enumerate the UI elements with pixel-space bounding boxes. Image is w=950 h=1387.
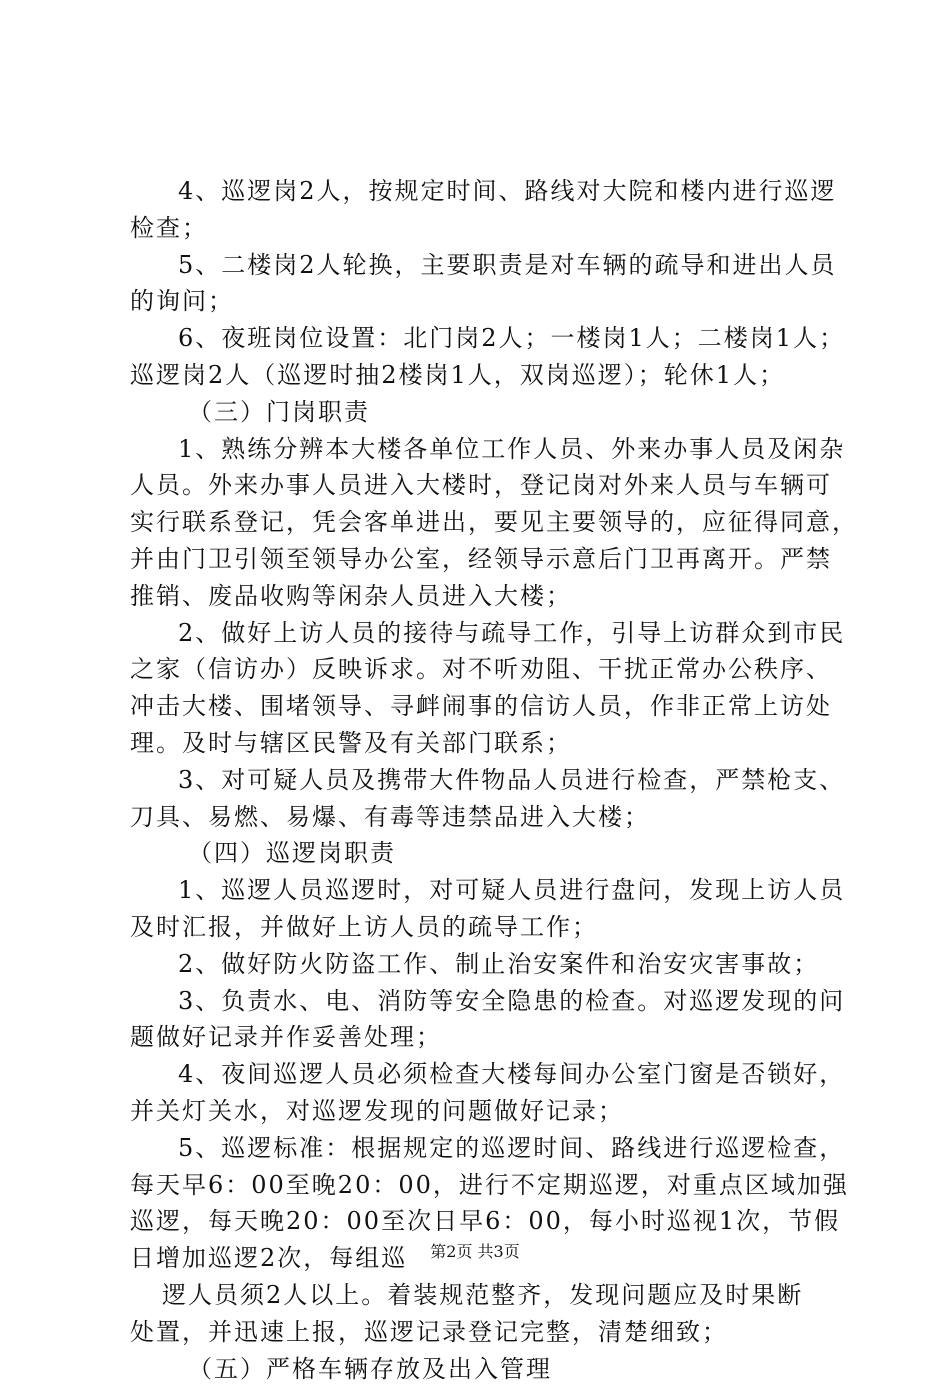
paragraph-line: 每天早6：00至晚20：00，进行不定期巡逻，对重点区域加强: [130, 1167, 850, 1204]
paragraph-line: 5、二楼岗2人轮换，主要职责是对车辆的疏导和进出人员: [130, 247, 850, 284]
paragraph-line: 巡逻，每天晚20：00至次日早6：00，每小时巡视1次，节假: [130, 1203, 850, 1240]
paragraph-line: （四）巡逻岗职责: [130, 835, 850, 872]
paragraph-line: 处置，并迅速上报，巡逻记录登记完整，清楚细致；: [130, 1314, 850, 1351]
paragraph-line: （三）门岗职责: [130, 394, 850, 431]
paragraph-line: 推销、废品收购等闲杂人员进入大楼；: [130, 578, 850, 615]
paragraph-line: 5、巡逻标准：根据规定的巡逻时间、路线进行巡逻检查，: [130, 1130, 850, 1167]
paragraph-line: 6、夜班岗位设置：北门岗2人；一楼岗1人；二楼岗1人；: [130, 320, 850, 357]
paragraph-line: 4、夜间巡逻人员必须检查大楼每间办公室门窗是否锁好，: [130, 1056, 850, 1093]
paragraph-line: 3、对可疑人员及携带大件物品人员进行检查，严禁枪支、: [130, 762, 850, 799]
paragraph-line: 的询问；: [130, 283, 850, 320]
paragraph-line: 人员。外来办事人员进入大楼时，登记岗对外来人员与车辆可: [130, 467, 850, 504]
paragraph-line: 1、熟练分辨本大楼各单位工作人员、外来办事人员及闲杂: [130, 431, 850, 468]
document-body: [130, 173, 850, 1387]
paragraph-line: 实行联系登记，凭会客单进出，要见主要领导的，应征得同意，: [130, 504, 850, 541]
paragraph-line: 4、巡逻岗2人，按规定时间、路线对大院和楼内进行巡逻: [130, 173, 850, 210]
paragraph-line: （五）严格车辆存放及出入管理: [130, 1351, 850, 1387]
paragraph-line: 巡逻岗2人（巡逻时抽2楼岗1人，双岗巡逻）；轮休1人；: [130, 357, 850, 394]
paragraph-line: 及时汇报，并做好上访人员的疏导工作；: [130, 909, 850, 946]
paragraph-line: 理。及时与辖区民警及有关部门联系；: [130, 725, 850, 762]
paragraph-line: 日增加巡逻2次，每组巡: [130, 1240, 850, 1277]
paragraph-line: 冲击大楼、围堵领导、寻衅闹事的信访人员，作非正常上访处: [130, 688, 850, 725]
paragraph-line: 2、做好上访人员的接待与疏导工作，引导上访群众到市民: [130, 615, 850, 652]
paragraph-line: 检查；: [130, 210, 850, 247]
paragraph-line: 题做好记录并作妥善处理；: [130, 1019, 850, 1056]
paragraph-line: 3、负责水、电、消防等安全隐患的检查。对巡逻发现的问: [130, 983, 850, 1020]
paragraph-line: 2、做好防火防盗工作、制止治安案件和治安灾害事故；: [130, 946, 850, 983]
paragraph-line: 之家（信访办）反映诉求。对不听劝阻、干扰正常办公秩序、: [130, 651, 850, 688]
paragraph-line: 并关灯关水，对巡逻发现的问题做好记录；: [130, 1093, 850, 1130]
paragraph-line: 1、巡逻人员巡逻时，对可疑人员进行盘问，发现上访人员: [130, 872, 850, 909]
paragraph-line: 刀具、易燃、易爆、有毒等违禁品进入大楼；: [130, 799, 850, 836]
paragraph-line: 逻人员须2人以上。着装规范整齐，发现问题应及时果断: [130, 1277, 850, 1314]
paragraph-line: 并由门卫引领至领导办公室，经领导示意后门卫再离开。严禁: [130, 541, 850, 578]
page-number-footer: 第2页 共3页: [0, 1240, 950, 1264]
